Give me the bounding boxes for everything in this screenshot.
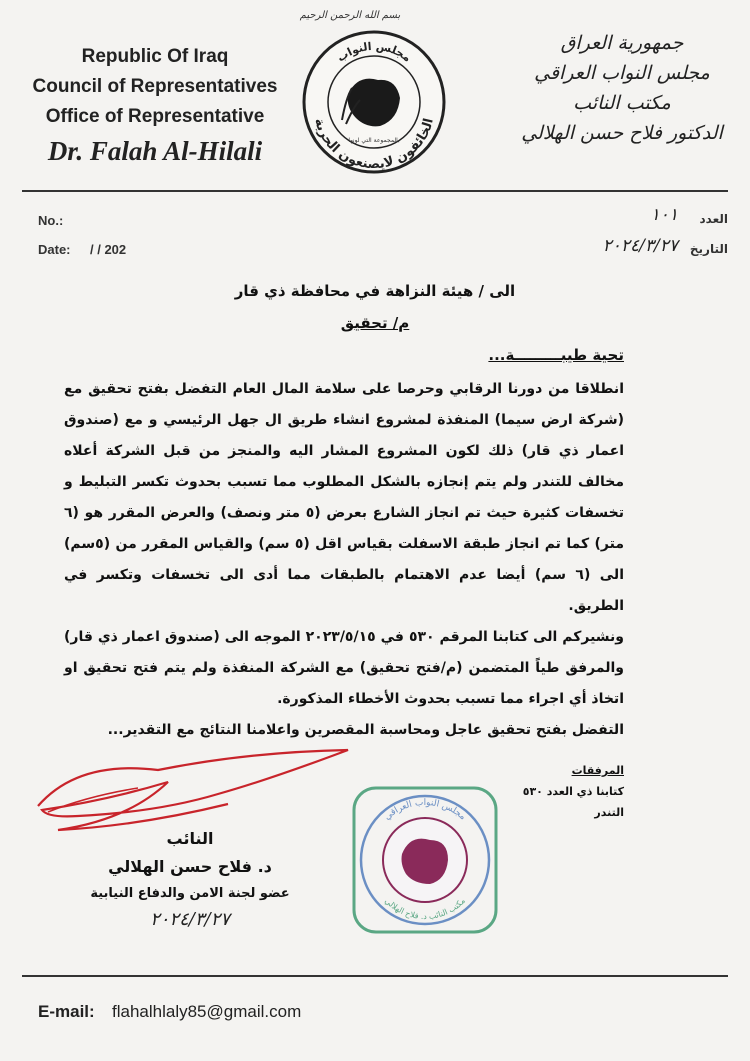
arabic-number-label: العدد bbox=[699, 212, 728, 226]
logo-bottom-text: الخائفون لايصنعون الحرية bbox=[311, 116, 437, 173]
signature-block bbox=[60, 825, 320, 933]
attachments-label: المرفقات bbox=[571, 764, 624, 777]
arabic-name-line: الدكتور فلاح حسن الهلالي bbox=[521, 122, 723, 144]
arabic-number-value: ١٠١ bbox=[650, 205, 678, 225]
logo-inner-text: بالمجموعة التي لونها bbox=[348, 137, 400, 144]
letter-body bbox=[64, 374, 624, 746]
council-line: Council of Representatives bbox=[32, 76, 278, 97]
arabic-council-line: مجلس النواب العراقي bbox=[534, 62, 710, 84]
signer-name: د. فلاح حسن الهلالي bbox=[108, 857, 272, 876]
country-line: Republic Of Iraq bbox=[81, 46, 229, 67]
signature-date: ٢٠٢٤/٣/٢٧ bbox=[150, 909, 230, 930]
arabic-date-value: ٢٠٢٤/٣/٢٧ bbox=[602, 236, 678, 256]
recipient-line: الى / هيئة النزاهة في محافظة ذي قار bbox=[234, 282, 516, 300]
email-label: E-mail: bbox=[38, 1002, 95, 1021]
office-line: Office of Representative bbox=[45, 106, 265, 127]
stamp-seal bbox=[350, 784, 500, 936]
signer-role: عضو لجنة الامن والدفاع النيابية bbox=[90, 886, 290, 901]
arabic-letterhead bbox=[512, 28, 732, 148]
arabic-office-line: مكتب النائب bbox=[573, 92, 671, 114]
body-paragraph: ونشيركم الى كتابنا المرقم ٥٣٠ في ٢٠٢٣/٥/١٥ الموجه الى (صندوق اعمار ذي قار) والمرفق طياً المتضمن (م/فتح تحقيق) مع الشركة المنفذة ولم يتم فتح تحقيق او اتخاذ أي اجراء مما تسبب بحدوث الأخطاء المذكورة. bbox=[64, 629, 624, 707]
council-logo bbox=[300, 28, 448, 176]
arabic-country-line: جمهورية العراق bbox=[560, 32, 684, 54]
header-divider bbox=[22, 190, 728, 192]
official-stamp bbox=[350, 784, 500, 936]
council-logo-emblem bbox=[300, 28, 448, 176]
attachment-item: التندر bbox=[594, 806, 624, 819]
date-label: Date: bbox=[38, 242, 71, 257]
signer-title: النائب bbox=[166, 829, 214, 848]
stamp-top-text: مجلس النواب العراقي bbox=[382, 797, 468, 823]
number-label: No.: bbox=[38, 213, 64, 228]
date-template: / / 202 bbox=[90, 242, 127, 257]
subject-line: م/ تحقيق bbox=[340, 314, 410, 332]
body-paragraph: التفضل بفتح تحقيق عاجل ومحاسبة المقصرين واعلامنا النتائج مع التقدير... bbox=[107, 722, 624, 738]
english-letterhead bbox=[20, 42, 290, 170]
logo-top-text: مجلس النواب bbox=[334, 39, 414, 65]
greeting: تحية طيبـــــــــة... bbox=[488, 346, 624, 364]
footer-divider bbox=[22, 975, 728, 977]
stamp-bottom-text: مكتب النائب د. فلاح الهلالي bbox=[383, 896, 467, 921]
basmala: بسم الله الرحمن الرحيم bbox=[299, 10, 401, 21]
arabic-date-label: التاريخ bbox=[689, 242, 728, 256]
body-paragraph: انطلاقا من دورنا الرقابي وحرصا على سلامة المال العام التفضل بفتح تحقيق مع (شركة ارض سيما) المنفذة لمشروع انشاء طريق ال جهل الرئيسي و مع (صندوق اعمار ذي قار) ذلك لكون المشروع المشار اليه والمنجز من قبل الشركة أعلاه مخالف للتندر ولم يتم إنجازه بالشكل المطلوب مما تسبب بحدوث تكسر التبليط و تخسفات كثيرة حيث تم انجاز الشارع بعرض (٥ متر ونصف) والعرض المقرر هو (٦ متر) كما تم انجاز طبقة الاسفلت بقياس اقل (٥ سم) والقياس المقرر من (٥سم) الى (٦ سم) أيضا عدم الاهتمام بالطبقات مما أدى الى تخسفات وتكسر في الطريق. bbox=[64, 381, 624, 614]
email-address[interactable]: flahalhlaly85@gmail.com bbox=[112, 1002, 302, 1021]
representative-name: Dr. Falah Al-Hilali bbox=[47, 136, 263, 166]
attachments-block bbox=[523, 760, 624, 823]
attachment-item: كتابنا ذي العدد ٥٣٠ bbox=[522, 785, 624, 798]
